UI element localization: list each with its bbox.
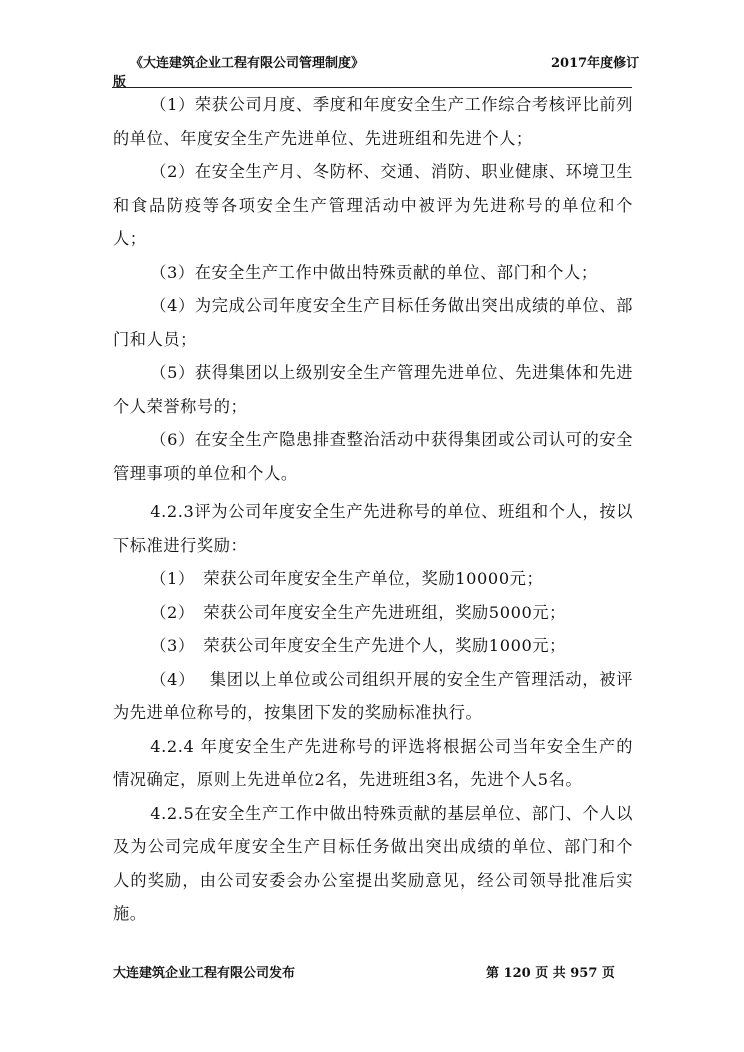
- reward-item-4: （4） 集团以上单位或公司组织开展的安全生产管理活动，被评为先进单位称号的，按集团下发的奖励标准执行。: [113, 669, 633, 722]
- paragraph-4-2-4: 4.2.4 年度安全生产先进称号的评选将根据公司当年安全生产的情况确定，原则上先进单位2名，先进班组3名，先进个人5名。: [113, 736, 633, 789]
- paragraph-item-3: （3）在安全生产工作中做出特殊贡献的单位、部门和个人；: [150, 262, 598, 282]
- reward-item-2: （2） 荣获公司年度安全生产先进班组，奖励5000元；: [150, 602, 566, 622]
- document-body: [113, 88, 633, 931]
- paragraph-4-2-3: 4.2.3评为公司年度安全生产先进称号的单位、班组和个人，按以下标准进行奖励：: [113, 502, 633, 555]
- footer-page-number: 第 120 页 共 957 页: [486, 966, 615, 981]
- paragraph-item-6: （6）在安全生产隐患排查整治活动中获得集团或公司认可的安全管理事项的单位和个人。: [113, 430, 633, 483]
- paragraph-item-1: （1）荣获公司月度、季度和年度安全生产工作综合考核评比前列的单位、年度安全生产先进单位、先进班组和先进个人；: [113, 95, 633, 148]
- footer-publisher: 大连建筑企业工程有限公司发布: [113, 966, 296, 981]
- paragraph-item-4: （4）为完成公司年度安全生产目标任务做出突出成绩的单位、部门和人员；: [113, 296, 633, 349]
- header-revision: 2017年度修订: [551, 56, 640, 71]
- header-revision-continued: 版: [113, 75, 127, 90]
- paragraph-item-2: （2）在安全生产月、冬防杯、交通、消防、职业健康、环境卫生和食品防疫等各项安全生产管理活动中被评为先进称号的单位和个人；: [113, 162, 633, 248]
- reward-item-1: （1） 荣获公司年度安全生产单位，奖励10000元；: [150, 569, 544, 588]
- reward-item-3: （3） 荣获公司年度安全生产先进个人，奖励1000元；: [150, 636, 566, 655]
- header-title: 《大连建筑企业工程有限公司管理制度》: [130, 56, 365, 71]
- paragraph-item-5: （5）获得集团以上级别安全生产管理先进单位、先进集体和先进个人荣誉称号的；: [113, 363, 633, 416]
- paragraph-4-2-5: 4.2.5在安全生产工作中做出特殊贡献的基层单位、部门、个人以及为公司完成年度安全生产目标任务做出突出成绩的单位、部门和个人的奖励，由公司安委会办公室提出奖励意见，经公司领导批准后实施。: [113, 803, 633, 923]
